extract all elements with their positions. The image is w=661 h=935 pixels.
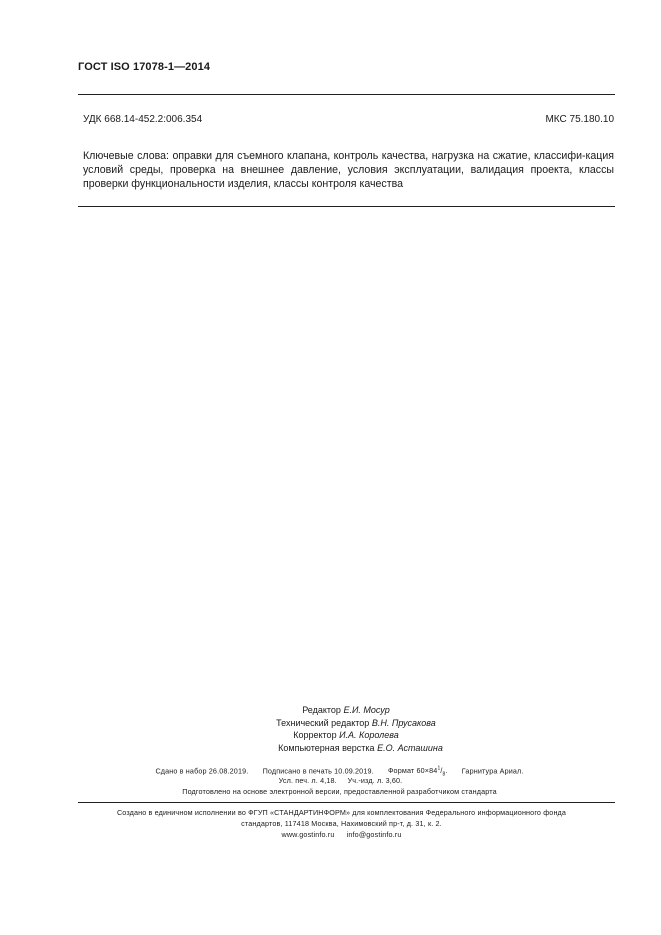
prepared-note: Подготовлено на основе электронной версии, предоставленной разработчиком стандарта [182, 787, 497, 796]
typeface: Гарнитура Ариал. [461, 766, 524, 776]
keywords-divider [78, 206, 615, 207]
keywords-paragraph: Ключевые слова: оправки для съемного клапана, контроль качества, нагрузка на сжатие, классифи-кация условий среды, проверка на внешнее давление, условия эксплуатации, валидация проекта, классы проверки функциональности изделия, классы контроля качества [83, 150, 614, 190]
publishing-line-2 [0, 775, 661, 787]
credit-proofreader-name: И.А. Королева [339, 730, 399, 740]
printed-sheets: Усл. печ. л. 4,18. [278, 776, 337, 785]
footer-line-1: Создано в единичном исполнении во ФГУП «СТАНДАРТИНФОРМ» для комплектования Федерального информационного фонда [116, 808, 567, 817]
footer-line-2: стандартов, 117418 Москва, Нахимовский пр-т, д. 31, к. 2. [241, 819, 442, 828]
credit-layout-name: Е.О. Асташина [377, 742, 443, 753]
header-divider [78, 94, 615, 95]
credit-tech-editor [0, 717, 661, 730]
credit-tech-editor-name: В.Н. Прусакова [371, 717, 436, 728]
udc-code: УДК 668.14-452.2:006.354 [83, 114, 203, 125]
credit-proofreader-label: Корректор [293, 730, 337, 740]
print-format: Формат $60\times 84^1/_8$. [387, 766, 448, 778]
typeset-date: Сдано в набор 26.08.2019. [155, 766, 249, 776]
website-link[interactable]: www.gostinfo.ru [281, 830, 335, 839]
document-code: ГОСТ ISO 17078-1—2014 [78, 61, 211, 73]
footer-contacts [0, 829, 661, 841]
credit-layout-label: Компьютерная верстка [278, 742, 375, 753]
credit-editor-label: Редактор [302, 705, 341, 715]
email-link[interactable]: info@gostinfo.ru [346, 830, 402, 839]
signed-date: Подписано в печать 10.09.2019. [262, 766, 374, 776]
credit-tech-editor-label: Технический редактор [276, 717, 370, 728]
credit-layout [0, 742, 661, 755]
credit-editor-name: Е.И. Мосур [343, 705, 390, 715]
credit-editor [0, 704, 661, 717]
credits-block [0, 704, 661, 754]
credit-proofreader [0, 729, 661, 742]
footer-divider [78, 802, 615, 803]
mks-code: МКС 75.180.10 [545, 114, 614, 125]
publication-sheets: Уч.-изд. л. 3,60. [347, 776, 403, 785]
